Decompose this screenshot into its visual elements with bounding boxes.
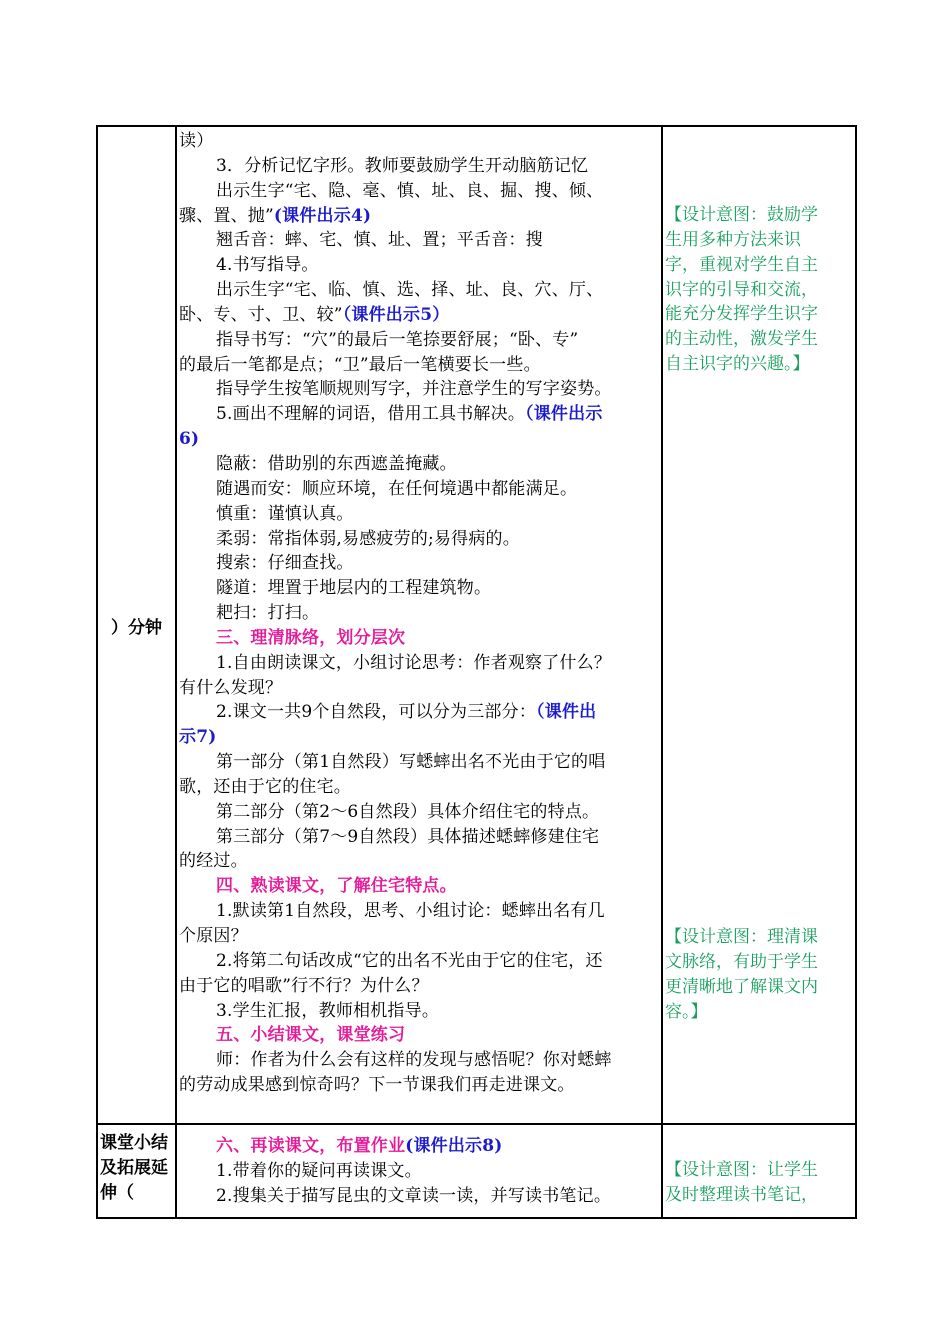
content-line [179,253,659,278]
body-text: 师：作者为什么会有这样的发现与感悟呢？你对蟋蟀 [216,1050,612,1071]
courseware-ref: (课件出示4) [273,205,372,226]
body-text: 2.搜集关于描写昆虫的文章读一读，并写读书笔记。 [216,1185,612,1206]
lesson-plan-table [96,125,857,1219]
body-text: 1.默读第1自然段，思考、小组讨论：蟋蟀出名有几 [216,901,605,922]
courseware-ref: 6) [179,429,200,450]
body-text: 4.书写指导。 [216,255,319,276]
note-line: 能充分发挥学生识字 [665,304,818,325]
body-text: 5.画出不理解的词语，借用工具书解决。 [216,404,526,425]
body-text: 骤、置、抛” [179,205,274,226]
content-line [179,377,659,402]
content-line [179,874,659,899]
homework-line [179,1184,659,1209]
content-line [179,775,659,800]
content-line [179,676,659,701]
design-intent-note-3 [665,1158,855,1208]
note-line: 【设计意图：鼓励学 [665,205,818,225]
content-line [179,204,659,229]
body-text: 有什么发现？ [179,677,283,698]
content-line [179,452,659,477]
body-text: 1.带着你的疑问再读课文。 [216,1160,422,1181]
section-heading: 四、熟读课文，了解住宅特点。 [216,876,457,897]
content-line [179,1048,659,1073]
section-heading: 六、再读课文，布置作业 [216,1136,406,1156]
homework-line [179,1159,659,1184]
note-line: 【设计意图：让学生 [665,1160,818,1180]
content-line [179,825,659,850]
content-line [179,974,659,999]
body-text: 出示生字“宅、临、慎、选、择、址、良、穴、厅、 [216,280,604,301]
content-line [179,700,659,725]
body-text: 隐蔽：借助别的东西遮盖掩藏。 [216,453,457,474]
body-text: 由于它的唱歌”行不行？为什么？ [179,975,429,996]
time-label: ）分钟 [111,617,162,638]
note-line: 字，重视对学生自主 [665,254,818,275]
body-text: 翘舌音：蟀、宅、慎、址、置；平舌音：搜 [216,230,543,251]
body-text: 读） [179,131,214,151]
section-heading: 三、理清脉络，划分层次 [216,627,406,648]
content-line [179,328,659,353]
courseware-ref: （课件出 [536,702,597,723]
summary-label-line: 及拓展延 [100,1158,168,1178]
content-line [179,626,659,651]
body-text: 2.课文一共9个自然段，可以分为三部分： [216,702,537,723]
content-line [179,1073,659,1098]
section-heading: 五、小结课文，课堂练习 [216,1025,406,1046]
body-text: 2.将第二句话改成“它的出名不光由于它的住宅，还 [216,950,603,971]
note-line: 生用多种方法来识 [665,229,801,250]
content-line [179,750,659,775]
content-line [179,353,659,378]
design-intent-cell [662,126,856,1124]
time-label-cell [97,126,176,1124]
content-line [179,303,659,328]
note-line: 及时整理读书笔记， [665,1184,818,1205]
content-line [179,228,659,253]
note-line: 文脉络，有助于学生 [665,951,818,972]
body-text: 出示生字“宅、隐、毫、慎、址、良、掘、搜、倾、 [216,180,604,201]
note-line: 识字的引导和交流， [665,279,818,300]
note-line: 容。】 [665,1001,708,1022]
body-text: 的劳动成果感到惊奇吗？下一节课我们再走进课文。 [179,1075,575,1096]
content-line [179,849,659,874]
body-text: 第三部分（第7～9自然段）具体描述蟋蟀修建住宅 [216,826,600,847]
body-text: 柔弱：常指体弱,易感疲劳的;易得病的。 [216,528,520,549]
body-text: 1.自由朗读课文，小组讨论思考：作者观察了什么？ [216,652,612,673]
content-line [179,651,659,676]
content-line [179,999,659,1024]
courseware-ref: （课件出示 [525,404,603,425]
body-text: 第一部分（第1自然段）写蟋蟀出名不光由于它的唱 [216,752,606,773]
body-text: 隧道：埋置于地层内的工程建筑物。 [216,578,492,599]
body-text: 第二部分（第2～6自然段）具体介绍住宅的特点。 [216,801,600,822]
body-text: 搜索：仔细查找。 [216,553,354,574]
content-line [179,1023,659,1048]
homework-line [179,1134,659,1159]
content-line [179,502,659,527]
content-line [179,527,659,552]
content-line [179,179,659,204]
body-text: 慎重：谨慎认真。 [216,503,354,524]
note-line: 自主识字的兴趣。】 [665,354,810,375]
body-text: 歌，还由于它的住宅。 [179,776,351,797]
content-line [179,402,659,427]
content-line [179,154,659,179]
content-line [179,477,659,502]
body-text: 卧、专、寸、卫、较” [179,304,343,325]
content-line [179,601,659,626]
summary-label-line: 伸（ [100,1183,134,1203]
design-intent-note-1 [665,203,855,377]
content-line [179,427,659,452]
content-line [179,949,659,974]
body-text: 随遇而安：顺应环境，在任何境遇中都能满足。 [216,478,578,499]
design-intent-cell-2 [662,1124,856,1218]
note-line: 更清晰地了解课文内 [665,976,818,997]
summary-label-cell [97,1124,176,1218]
body-text: 的最后一笔都是点；“卫”最后一笔横要长一些。 [179,354,541,375]
note-line: 【设计意图：理清课 [665,927,818,947]
content-line [179,129,659,154]
content-line [179,924,659,949]
design-intent-note-2 [665,925,855,1024]
body-text: 3．分析记忆字形。教师要鼓励学生开动脑筋记忆 [216,155,589,176]
table-row-summary [97,1124,856,1218]
body-text: 个原因？ [179,926,248,946]
summary-label-line: 课堂小结 [100,1133,168,1153]
content-line [179,725,659,750]
courseware-ref: （课件出示5） [342,304,450,325]
content-line [179,551,659,576]
body-text: 耙扫：打扫。 [216,603,320,624]
body-text: 指导学生按笔顺规则写字，并注意学生的写字姿势。 [216,379,612,400]
homework-content-cell [176,1124,662,1218]
body-text: 的经过。 [179,851,248,872]
content-line [179,800,659,825]
courseware-ref: 示7) [179,727,217,748]
content-line [179,899,659,924]
table-row-teaching [97,126,856,1124]
body-text: 3.学生汇报，教师相机指导。 [216,1000,440,1021]
body-text: 指导书写：“穴”的最后一笔捺要舒展；“卧、专” [216,329,579,350]
content-line [179,278,659,303]
courseware-ref: (课件出示8) [405,1136,503,1156]
note-line: 的主动性，激发学生 [665,329,818,350]
content-line [179,576,659,601]
teaching-content-cell [176,126,662,1124]
